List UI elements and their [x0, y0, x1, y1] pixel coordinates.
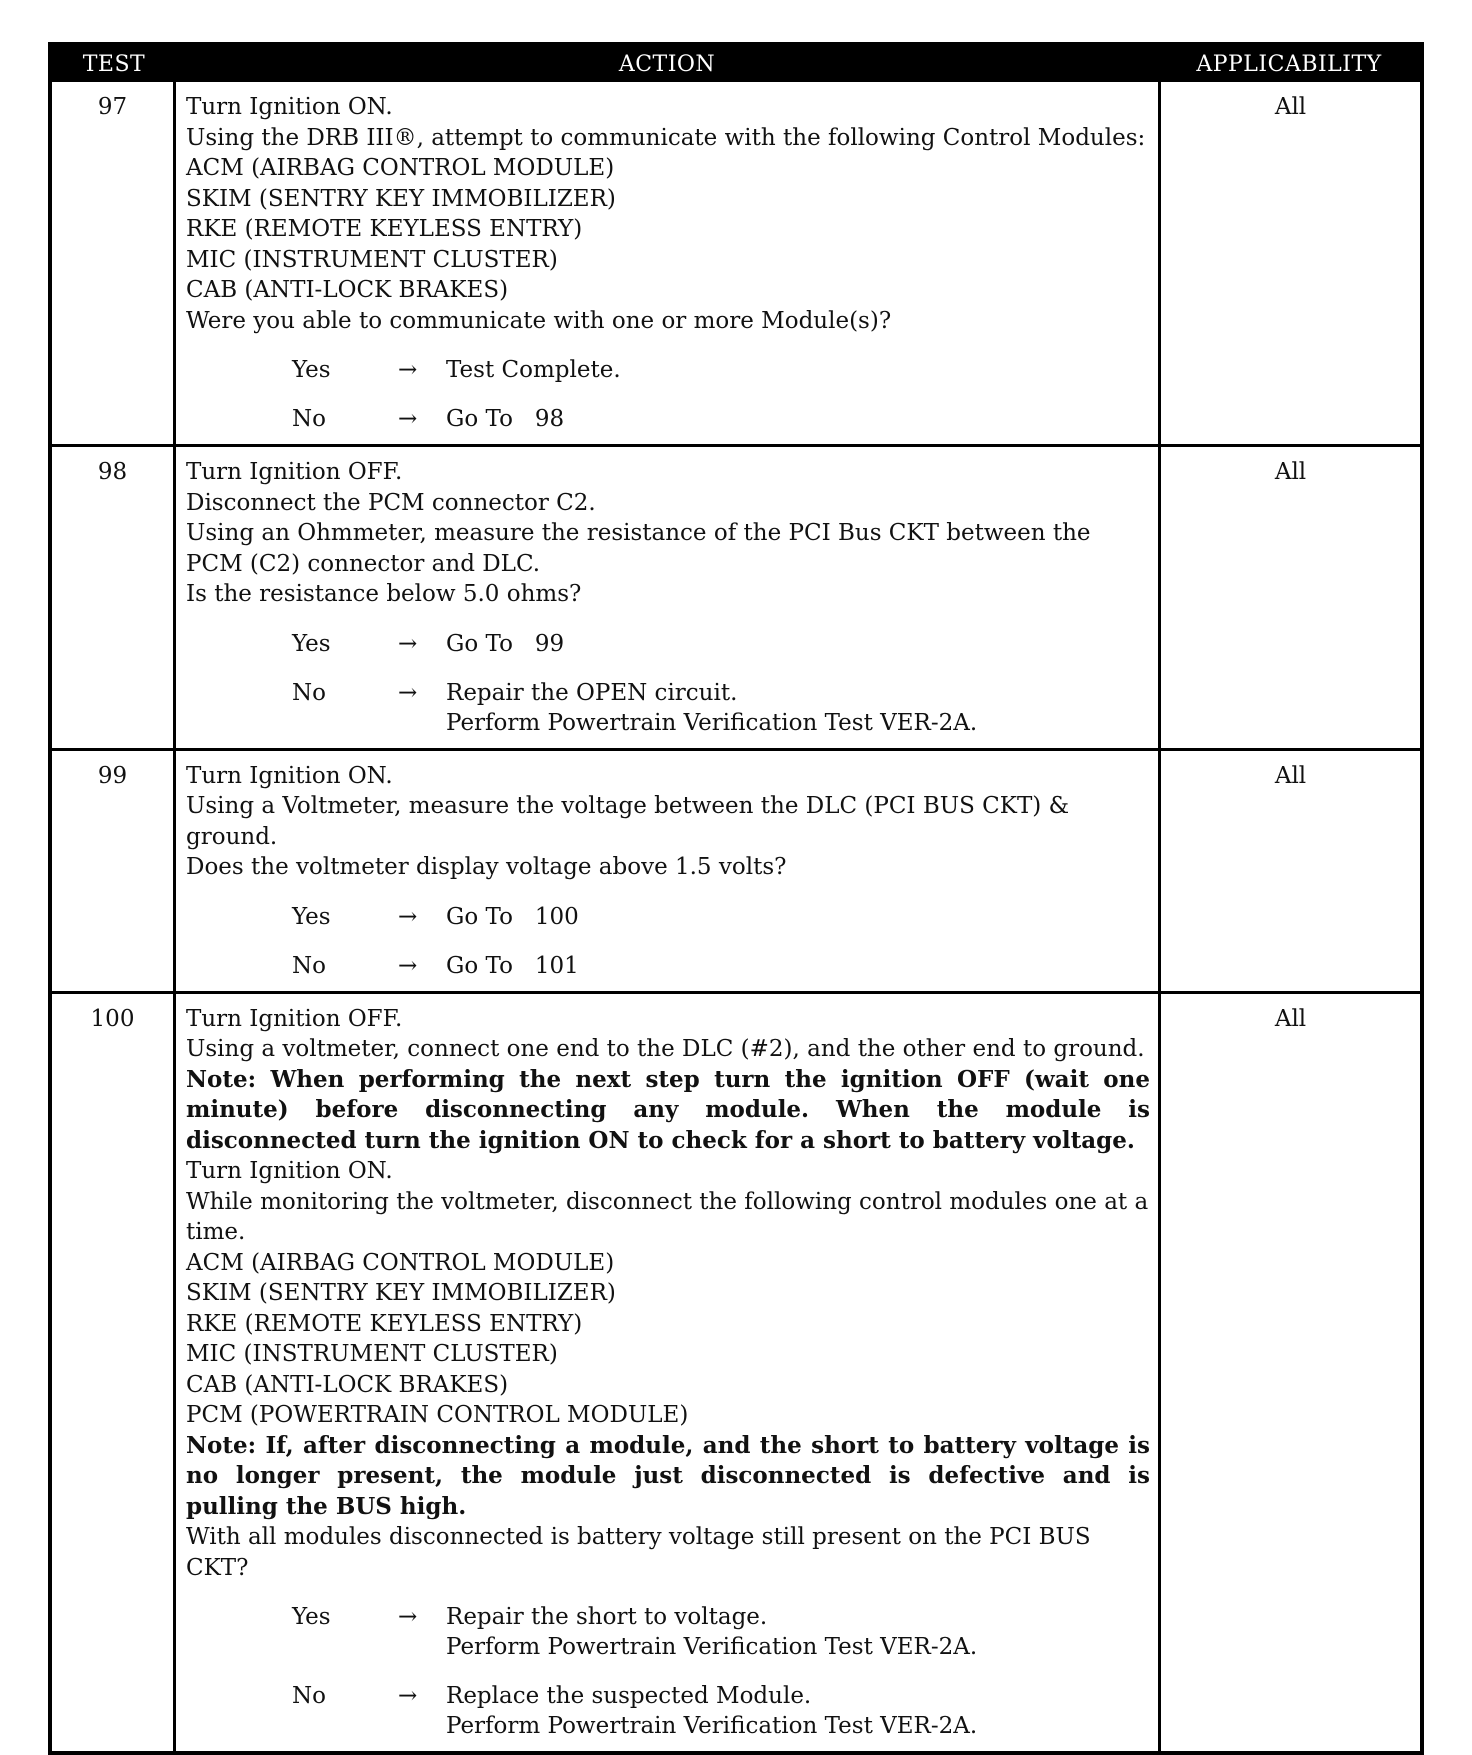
right-arrow-icon: → — [398, 630, 418, 657]
action-line: Using an Ohmmeter, measure the resistance of the PCI Bus CKT between the PCM (C2) connector and DLC. — [186, 520, 1091, 577]
table-row — [52, 991, 1420, 1752]
option-label: Yes — [292, 903, 331, 930]
answer-option — [186, 1602, 1150, 1662]
right-arrow-icon: → — [398, 357, 418, 383]
option-label: Yes — [292, 1604, 331, 1630]
action-line: Turn Ignition ON. — [186, 1158, 393, 1184]
action-line: Does the voltmeter display voltage above 1.5 volts? — [186, 854, 787, 880]
action-line: SKIM (SENTRY KEY IMMOBILIZER) — [186, 1280, 616, 1306]
header-test: TEST — [82, 51, 146, 77]
action-line: Turn Ignition ON. — [186, 762, 393, 789]
action-line: MIC (INSTRUMENT CLUSTER) — [186, 246, 558, 273]
test-number: 98 — [52, 447, 176, 748]
action-line: Turn Ignition OFF. — [186, 1005, 403, 1032]
right-arrow-icon: → — [398, 903, 418, 930]
diagnostic-test-table — [48, 42, 1424, 1755]
answer-option — [186, 951, 1150, 981]
option-label: No — [292, 679, 326, 706]
test-number: 99 — [52, 751, 176, 991]
action-note: Note: If, after disconnecting a module, and the short to battery voltage is no longer present, the module just disconnected is defective and is pulling the BUS high. — [186, 1431, 1150, 1520]
action-line: Using the DRB III®, attempt to communicate with the following Control Modules: — [186, 124, 1146, 151]
action-line: Using a Voltmeter, measure the voltage between the DLC (PCI BUS CKT) & ground. — [186, 793, 1070, 850]
action-line: With all modules disconnected is battery voltage still present on the PCI BUS CKT? — [186, 1524, 1091, 1581]
answer-option — [186, 678, 1150, 738]
action-line: CAB (ANTI-LOCK BRAKES) — [186, 1371, 509, 1398]
answer-option — [186, 404, 1150, 434]
answer-option — [186, 1681, 1150, 1741]
option-result: Test Complete. — [446, 357, 621, 383]
option-label: No — [292, 952, 326, 979]
action-line: Were you able to communicate with one or more Module(s)? — [186, 307, 892, 334]
right-arrow-icon: → — [398, 1604, 418, 1630]
answer-option — [186, 355, 1150, 385]
action-line: RKE (REMOTE KEYLESS ENTRY) — [186, 216, 583, 242]
action-line: While monitoring the voltmeter, disconnect the following control modules one at a time. — [186, 1188, 1149, 1245]
applicability-value: All — [1158, 751, 1420, 991]
header-applicability: APPLICABILITY — [1196, 51, 1382, 77]
option-label: Yes — [292, 630, 331, 657]
action-note: Note: When performing the next step turn the ignition OFF (wait one minute) before disconnecting any module. When the module is disconnected turn the ignition ON to check for a short to battery voltage. — [186, 1065, 1150, 1154]
option-result: Perform Powertrain Verification Test VER-2A. — [446, 1634, 978, 1660]
option-result: Repair the short to voltage. — [446, 1604, 768, 1630]
action-cell — [176, 994, 1158, 1752]
action-line: Is the resistance below 5.0 ohms? — [186, 581, 582, 607]
applicability-value: All — [1158, 447, 1420, 748]
action-cell — [176, 751, 1158, 991]
applicability-value: All — [1158, 994, 1420, 1752]
option-label: Yes — [292, 357, 331, 383]
test-number: 97 — [52, 82, 176, 444]
action-cell — [176, 82, 1158, 444]
action-line: ACM (AIRBAG CONTROL MODULE) — [186, 155, 615, 181]
option-result: Go To 100 — [446, 903, 579, 930]
option-result: Go To 99 — [446, 630, 565, 657]
header-action: ACTION — [618, 51, 716, 77]
option-result: Replace the suspected Module. — [446, 1683, 812, 1709]
table-body — [52, 82, 1420, 1751]
answer-option — [186, 629, 1150, 659]
answer-option — [186, 902, 1150, 932]
table-header — [52, 46, 1420, 82]
action-line: MIC (INSTRUMENT CLUSTER) — [186, 1341, 558, 1367]
action-cell — [176, 447, 1158, 748]
action-line: Turn Ignition OFF. — [186, 459, 403, 485]
test-number: 100 — [52, 994, 176, 1752]
right-arrow-icon: → — [398, 679, 418, 706]
action-line: SKIM (SENTRY KEY IMMOBILIZER) — [186, 185, 616, 212]
option-result: Perform Powertrain Verification Test VER-2A. — [446, 709, 978, 736]
option-result: Go To 101 — [446, 952, 579, 979]
right-arrow-icon: → — [398, 1683, 418, 1709]
action-line: Disconnect the PCM connector C2. — [186, 489, 596, 516]
option-result: Perform Powertrain Verification Test VER-2A. — [446, 1713, 978, 1739]
action-line: PCM (POWERTRAIN CONTROL MODULE) — [186, 1402, 689, 1428]
action-line: CAB (ANTI-LOCK BRAKES) — [186, 277, 509, 303]
action-line: ACM (AIRBAG CONTROL MODULE) — [186, 1249, 615, 1276]
applicability-value: All — [1158, 82, 1420, 444]
action-line: RKE (REMOTE KEYLESS ENTRY) — [186, 1310, 583, 1337]
table-row — [52, 82, 1420, 444]
option-result: Repair the OPEN circuit. — [446, 679, 738, 706]
option-label: No — [292, 406, 326, 432]
right-arrow-icon: → — [398, 952, 418, 979]
option-result: Go To 98 — [446, 406, 565, 432]
table-row — [52, 444, 1420, 748]
right-arrow-icon: → — [398, 406, 418, 432]
action-line: Using a voltmeter, connect one end to the DLC (#2), and the other end to ground. — [186, 1036, 1145, 1062]
option-label: No — [292, 1683, 326, 1709]
table-row — [52, 748, 1420, 991]
action-line: Turn Ignition ON. — [186, 94, 393, 120]
